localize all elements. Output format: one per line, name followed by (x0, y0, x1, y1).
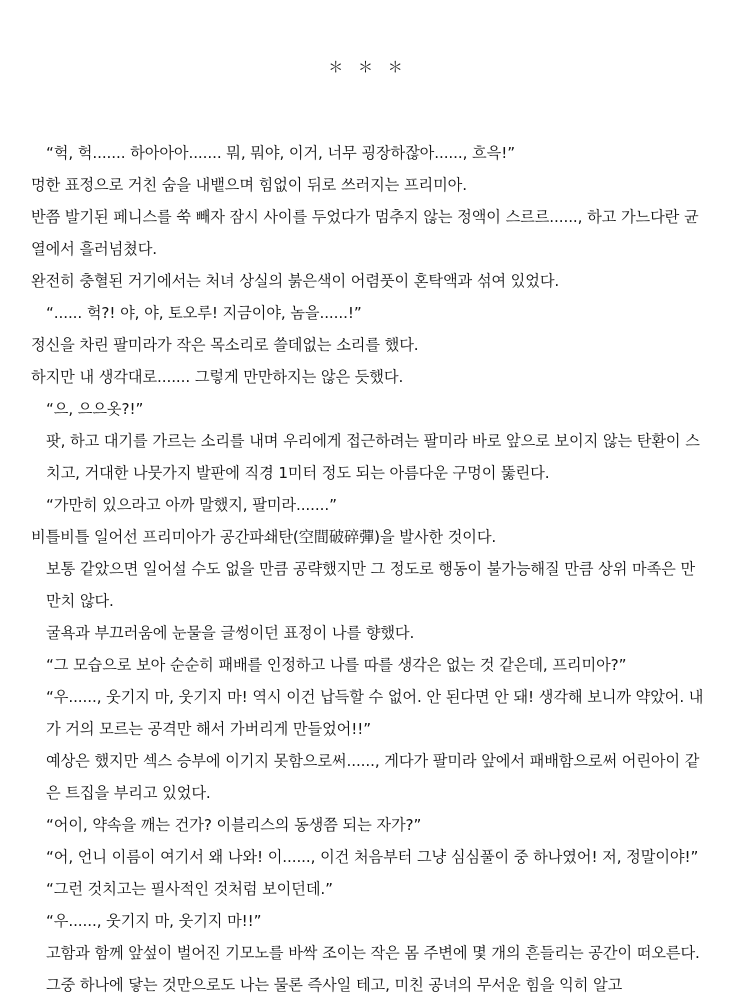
paragraph: 고함과 함께 앞섶이 벌어진 기모노를 바싹 조이는 작은 몸 주변에 몇 개의 흔들리는 공간이 떠오른다. (46, 944, 700, 962)
paragraph: 반쯤 발기된 페니스를 쑥 빼자 잠시 사이를 두었다가 멈추지 않는 정액이 스르르......, 하고 가느다란 균열에서 흘러넘쳤다. (31, 208, 699, 258)
paragraph: 멍한 표정으로 거친 숨을 내뱉으며 힘없이 뒤로 쓰러지는 프리미아. (31, 176, 467, 194)
paragraph: “가만히 있으라고 아까 말했지, 팔미라.......” (46, 496, 337, 514)
paragraph: 완전히 충혈된 거기에서는 처녀 상실의 붉은색이 어렴풋이 혼탁액과 섞여 있었다. (31, 272, 560, 290)
paragraph: 정신을 차린 팔미라가 작은 목소리로 쓸데없는 소리를 했다. (31, 336, 419, 354)
paragraph: “어이, 약속을 깨는 건가? 이블리스의 동생쯤 되는 자가?” (46, 816, 422, 834)
paragraph: “헉, 헉....... 하아아아....... 뭐, 뭐야, 이거, 너무 굉장하잖아......, 흐윽!” (46, 144, 515, 162)
paragraph: “그 모습으로 보아 순순히 패배를 인정하고 나를 따를 생각은 없는 것 같은데, 프리미아?” (46, 656, 627, 674)
paragraph: 비틀비틀 일어선 프리미아가 공간파쇄탄(空間破碎彈)을 발사한 것이다. (31, 528, 497, 546)
paragraph: 굴욕과 부끄러움에 눈물을 글썽이던 표정이 나를 향했다. (46, 624, 415, 642)
paragraph: “그런 것치고는 필사적인 것처럼 보이던데.” (46, 880, 333, 898)
paragraph: “우......, 웃기지 마, 웃기지 마! 역시 이건 납득할 수 없어. 안 된다면 안 돼! 생각해 보니까 약았어. 내가 거의 모르는 공격만 해서 가버리게 만들었어!!” (46, 688, 704, 738)
scene-break-divider: ＊ ＊ ＊ (328, 58, 408, 76)
paragraph: “우......, 웃기지 마, 웃기지 마!!” (46, 912, 262, 930)
paragraph: 그중 하나에 닿는 것만으로도 나는 물론 즉사일 테고, 미친 공녀의 무서운 힘을 익히 알고 (46, 976, 623, 994)
paragraph: 예상은 했지만 섹스 승부에 이기지 못함으로써......, 게다가 팔미라 앞에서 패배함으로써 어린아이 같은 트집을 부리고 있었다. (46, 752, 700, 802)
paragraph: “...... 헉?! 야, 야, 토오루! 지금이야, 놈을......!” (46, 304, 362, 322)
paragraph: “어, 언니 이름이 여기서 왜 나와! 이......, 이건 처음부터 그냥 심심풀이 중 하나였어! 저, 정말이야!” (46, 848, 699, 866)
paragraph: 보통 같았으면 일어설 수도 없을 만큼 공략했지만 그 정도로 행동이 불가능해질 만큼 상위 마족은 만만치 않다. (46, 560, 696, 610)
paragraph: “으, 으으옷?!” (46, 400, 144, 418)
paragraph: 팟, 하고 대기를 가르는 소리를 내며 우리에게 접근하려는 팔미라 바로 앞으로 보이지 않는 탄환이 스치고, 거대한 나뭇가지 발판에 직경 1미터 정도 되는 아름다운 구멍이 뚫린다. (46, 432, 700, 482)
body-text (31, 137, 705, 1001)
paragraph: 하지만 내 생각대로....... 그렇게 만만하지는 않은 듯했다. (31, 368, 404, 386)
